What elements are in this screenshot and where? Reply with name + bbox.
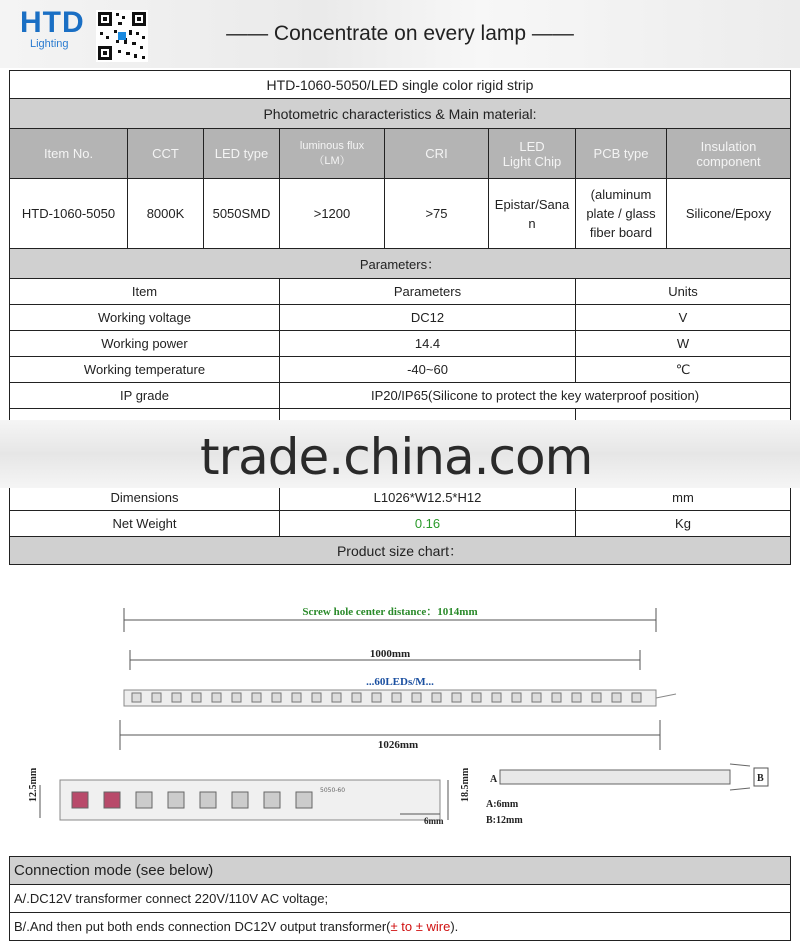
- param-item: Working temperature: [10, 357, 280, 383]
- width-label: 6mm: [424, 816, 444, 826]
- param-row: [10, 485, 791, 511]
- param-unit: V: [576, 305, 791, 331]
- led-chip: [452, 693, 461, 702]
- led-chip: [372, 693, 381, 702]
- led-chip: [352, 693, 361, 702]
- line-b-end: ).: [450, 919, 459, 934]
- led-chip: [432, 693, 441, 702]
- closeup-led-chip: [104, 792, 120, 808]
- closeup-led-chip: [232, 792, 248, 808]
- led-chip: [172, 693, 181, 702]
- col-header: CCT: [128, 129, 204, 179]
- led-chip: [532, 693, 541, 702]
- param-value: -40~60: [280, 357, 576, 383]
- col-header: luminous flux （LM）: [280, 129, 385, 179]
- a-label: A: [490, 774, 498, 785]
- param-value: 14.4: [280, 331, 576, 357]
- led-chip: [292, 693, 301, 702]
- screw-label: Screw hole center distance：1014mm: [302, 606, 478, 618]
- led-chip: [412, 693, 421, 702]
- closeup-led-chip: [168, 792, 184, 808]
- param-unit: ℃: [576, 357, 791, 383]
- cell: Silicone/Epoxy: [667, 179, 791, 249]
- closeup-led-chip: [264, 792, 280, 808]
- led-chip: [472, 693, 481, 702]
- height-label: 12.5mm: [28, 767, 39, 802]
- led-chip: [552, 693, 561, 702]
- param-item: Net Weight: [10, 511, 280, 537]
- profile-end: [730, 764, 750, 766]
- cell: >1200: [280, 179, 385, 249]
- closeup-led-chip: [72, 792, 88, 808]
- photometric-data-row: [10, 179, 791, 249]
- param-value: DC12: [280, 305, 576, 331]
- watermark-text: trade.china.com: [200, 428, 593, 486]
- param-unit: Kg: [576, 511, 791, 537]
- cell: (aluminum plate / glass fiber board: [576, 179, 667, 249]
- profile-end: [730, 788, 750, 790]
- param-item: Working power: [10, 331, 280, 357]
- param-unit: mm: [576, 485, 791, 511]
- led-chip: [312, 693, 321, 702]
- parameters-heading: Parameters：: [10, 249, 791, 279]
- param-row: [10, 357, 791, 383]
- connection-line-a: A/.DC12V transformer connect 220V/110V AC voltage;: [10, 885, 791, 913]
- connection-heading: Connection mode (see below): [10, 857, 791, 885]
- cell: Epistar/Sana n: [489, 179, 576, 249]
- param-col-header: Item: [10, 279, 280, 305]
- qr-code-icon: [96, 10, 148, 62]
- led-chip: [632, 693, 641, 702]
- col-header: Insulation component: [667, 129, 791, 179]
- led-chip: [612, 693, 621, 702]
- strip-wire: [656, 694, 676, 698]
- col-header: PCB type: [576, 129, 667, 179]
- led-chip: [332, 693, 341, 702]
- closeup-led-chip: [296, 792, 312, 808]
- length-1026-label: 1026mm: [377, 739, 419, 751]
- spec-table: [9, 70, 791, 565]
- length-1000-label: 1000mm: [369, 648, 411, 660]
- wire-note: ± to ± wire: [390, 919, 451, 934]
- param-value: 0.16: [280, 511, 576, 537]
- leds-label: ...60LEDs/M...: [366, 676, 434, 688]
- product-title: HTD-1060-5050/LED single color rigid strip: [10, 71, 791, 99]
- led-chip: [512, 693, 521, 702]
- param-col-header: Units: [576, 279, 791, 305]
- param-item: Working voltage: [10, 305, 280, 331]
- led-chip: [252, 693, 261, 702]
- logo-text: HTD: [20, 6, 85, 39]
- side-profile: [500, 770, 730, 784]
- closeup-led-chip: [136, 792, 152, 808]
- b-dim: B:12mm: [486, 815, 523, 826]
- size-chart-heading: Product size chart：: [10, 537, 791, 565]
- cell: HTD-1060-5050: [10, 179, 128, 249]
- param-item: IP grade: [10, 383, 280, 409]
- product-drawing: [0, 570, 800, 840]
- param-row: [10, 305, 791, 331]
- param-col-header: Parameters: [280, 279, 576, 305]
- param-row: [10, 383, 791, 409]
- connection-table: [9, 856, 791, 941]
- logo-subtext: Lighting: [30, 38, 69, 50]
- param-row: [10, 331, 791, 357]
- param-header-row: [10, 279, 791, 305]
- param-value: IP20/IP65(Silicone to protect the key waterproof position): [280, 383, 791, 409]
- htd-logo: [20, 8, 90, 58]
- photometric-header-row: [10, 129, 791, 179]
- col-header: CRI: [385, 129, 489, 179]
- led-chip: [272, 693, 281, 702]
- param-item: Dimensions: [10, 485, 280, 511]
- led-chip: [492, 693, 501, 702]
- param-value: L1026*W12.5*H12: [280, 485, 576, 511]
- led-chip: [132, 693, 141, 702]
- a-dim: A:6mm: [486, 799, 519, 810]
- slogan: —— Concentrate on every lamp ——: [226, 22, 574, 45]
- led-chip: [572, 693, 581, 702]
- pcb-text: 5050-60: [320, 787, 346, 794]
- closeup-led-chip: [200, 792, 216, 808]
- led-chip: [592, 693, 601, 702]
- led-chip: [192, 693, 201, 702]
- photometric-heading: Photometric characteristics & Main material:: [10, 99, 791, 129]
- cell: 8000K: [128, 179, 204, 249]
- led-chip: [232, 693, 241, 702]
- cell: >75: [385, 179, 489, 249]
- height2-label: 18.5mm: [460, 767, 471, 802]
- col-header: Item No.: [10, 129, 128, 179]
- led-chip: [392, 693, 401, 702]
- b-label: B: [757, 773, 764, 784]
- col-header: LED Light Chip: [489, 129, 576, 179]
- param-row: [10, 511, 791, 537]
- cell: 5050SMD: [204, 179, 280, 249]
- connection-line-b: [10, 913, 791, 941]
- col-header: LED type: [204, 129, 280, 179]
- param-unit: W: [576, 331, 791, 357]
- led-chip: [152, 693, 161, 702]
- led-chip: [212, 693, 221, 702]
- line-b-text: B/.And then put both ends connection DC12V output transformer(: [14, 919, 391, 934]
